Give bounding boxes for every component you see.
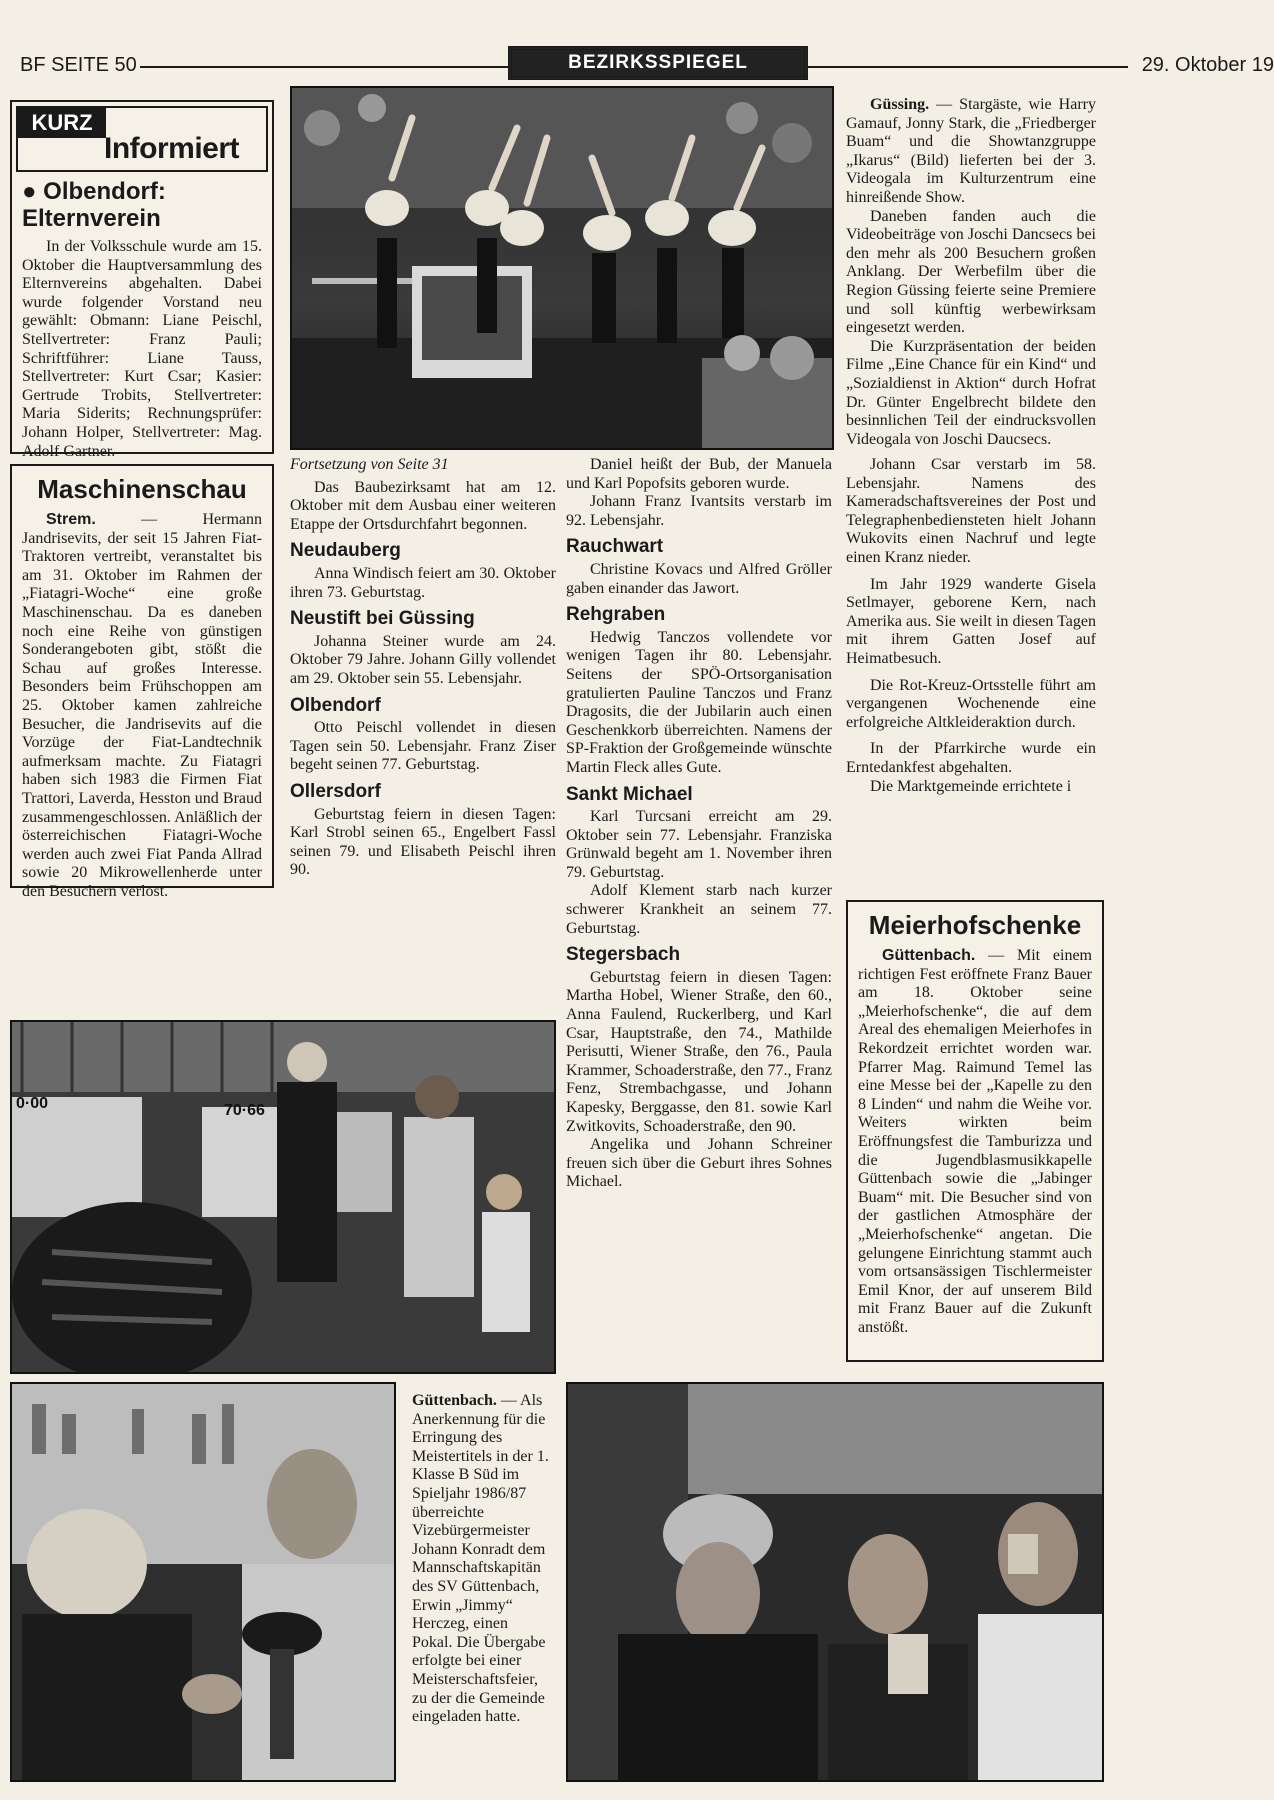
text-stegersbach-1: Geburtstag feiern in diesen Tagen: Martha Hobel, Wiener Straße, den 60., Anna Faulend, Ruckerlberg, und Karl Csar, Hauptstraße, den 74., Mathilde Perisutti, Wiener Straße, den 76., Paula Krammer, Schoaderstraße, den 77., Franz Fenz, Strembachgasse, und Johann Kapesky, Berggasse, den 81. sowie Karl Zwitkovits, Schoaderstraße, den 90. bbox=[566, 968, 832, 1135]
heading-ollersdorf: Ollersdorf bbox=[290, 780, 381, 802]
photo-pokaluebergabe bbox=[10, 1382, 396, 1782]
col3-intro1: Daniel heißt der Bub, der Manuela und Karl Popofsits geboren wurde. bbox=[566, 456, 832, 492]
kurz-body-text: In der Volksschule wurde am 15. Oktober die Hauptversammlung des Elternvereins abgehalten. Dabei wurde folgender Vorstand neu gewählt: Obmann: Liane Peischl, Stellvertreter: Franz Pauli; Schriftführer: Liane Tauss, Stellvertreter: Kurt Csar; Kasier: Gertrude Trobits, Stellvertreter: Maria Siderits; Rechnungsprüfer: Johann Holper, Stellvertreter: Mag. Adolf Gartner. bbox=[22, 238, 262, 460]
photo-dancers-drawing bbox=[292, 88, 832, 448]
guessing-p3: Die Kurzpräsentation der beiden Filme „Eine Chance für ein Kind“ und „Sozialdienst in Aktion“ durch Hofrat Dr. Günter Engelbrecht bildete den besinnlichen Teil der eindrucksvollen Videogala von Joschi Daucsecs. bbox=[846, 337, 1096, 448]
heading-neustift: Neustift bei Güssing bbox=[290, 608, 475, 630]
heading-stegersbach: Stegersbach bbox=[566, 944, 681, 966]
photo-tractors-drawing bbox=[12, 1022, 554, 1372]
text-sankt-michael-1: Karl Turcsani erreicht am 29. Oktober sein 77. Lebensjahr. Franziska Grünwald begeht am 1. November ihren 79. Geburtstag. bbox=[566, 808, 832, 881]
heading-olbendorf: Olbendorf bbox=[290, 694, 381, 716]
maschinenschau-box bbox=[10, 464, 274, 900]
heading-sankt-michael: Sankt Michael bbox=[566, 783, 693, 805]
header-rule-right bbox=[808, 66, 1128, 68]
kurz-headline bbox=[22, 178, 262, 232]
column-orte-3 bbox=[846, 456, 1096, 796]
meierhofschenke-title: Meierhofschenke bbox=[868, 910, 1082, 940]
text-neudauberg: Anna Windisch feiert am 30. Oktober ihren 73. Geburtstag. bbox=[290, 564, 556, 601]
col3-intro2: Johann Franz Ivantsits verstarb im 92. Lebensjahr. bbox=[566, 493, 832, 529]
col4-p5: Die Marktgemeinde errichtete i bbox=[870, 777, 1072, 795]
column-orte-1 bbox=[290, 456, 556, 880]
photo-toast-drawing bbox=[568, 1384, 1102, 1780]
photo-meierhofschenke bbox=[566, 1382, 1104, 1782]
page-number: BF SEITE 50 bbox=[20, 54, 137, 76]
kurz-logo bbox=[16, 106, 268, 172]
text-neustift: Johanna Steiner wurde am 24. Oktober 79 Jahre. Johann Gilly vollendet am 29. Oktober sein 55. Lebensjahr. bbox=[290, 632, 556, 687]
heading-rehgraben: Rehgraben bbox=[566, 604, 666, 626]
tractor-number-label-2: 0·00 bbox=[16, 1095, 49, 1112]
text-olbendorf: Otto Peischl vollendet in diesen Tagen sein 50. Lebensjahr. Franz Ziser begeht seinen 77. Geburtstag. bbox=[290, 719, 556, 774]
kurz-body bbox=[22, 238, 262, 461]
col4-p2: Im Jahr 1929 wanderte Gisela Setlmayer, geborene Kern, nach Amerika aus. Sie weilt in diesen Tagen mit ihrem Gatten Josef auf Heimatbesuch. bbox=[846, 575, 1096, 667]
col4-p1: Johann Csar verstarb im 58. Lebensjahr. Namens des Kameradschaftsvereines der Post und Telegraphenbediensteten hielt Johann Wukovits einen Nachruf und legte einen Kranz nieder. bbox=[846, 456, 1096, 566]
guessing-lead: Güssing. bbox=[870, 96, 930, 113]
kurz-informiert-box bbox=[10, 100, 274, 460]
photo-trophy-drawing bbox=[12, 1384, 394, 1780]
maschinenschau-text: — Hermann Jandrisevits, der seit 15 Jahren Fiat-Traktoren vertreibt, veranstaltet bis am 31. Oktober im Rahmen der „Fiatagri-Woche“ eine große Maschinenschau. Da es daneben noch eine Reihe von günstigen Sonderangeboten gibt, stößt die Schau auf großes Interesse. Besonders beim Frühschoppen am 25. Oktober kamen zahlreiche Besucher, die Jandrisevits auf die Vorzüge der Fiat-Landtechnik aufmerksam machte. Zu Fiatagri haben sich 1983 die Firmen Fiat Trattori, Laverda, Hesston und Braud zusammengeschlossen. Anläßlich der österreichischen Fiatagri-Woche werden auch zwei Fiat Panda Allrad sowie 20 Mikrowellenherde unter den Besuchern verlost. bbox=[22, 511, 262, 900]
maschinenschau-body bbox=[22, 511, 262, 901]
maschinenschau-title: Maschinenschau bbox=[37, 474, 247, 504]
meierhofschenke-text: — Mit einem richtigen Fest eröffnete Franz Bauer am 18. Oktober seine „Meierhofschenke“, die auf dem Areal des ehemaligen Meierhofes in Rekordzeit errichtet worden war. Pfarrer Mag. Raimund Temel las eine Messe bei der „Kapelle zu den 8 Linden“ und nahm die Weihe vor. Weiters wirkten beim Eröffnungsfest die Tamburizza und die Jugendblasmusikkapelle Güttenbach sowie die „Jabinger Buam“ mit. Die Besucher sind von der gastlichen Atmosphäre der „Meierhofschenke“ angetan. Die gelungene Einrichtung stammt auch vom ortsansässigen Tischlermeister Emil Knor, der auf unserem Bild mit Franz Bauer auf die Zukunft anstößt. bbox=[858, 947, 1092, 1336]
meierhofschenke-body bbox=[858, 947, 1092, 1337]
text-rehgraben: Hedwig Tanczos vollendete vor wenigen Tagen ihr 80. Lebensjahr. Seitens der SPÖ-Ortsorganisation gratulierten Pauline Tanczos und Franz Dragosits, die der Jubilarin auch einen Geschenkkorb überreichten. Namens der SP-Fraktion der Großgemeinde wünschte Martin Fleck alles Gute. bbox=[566, 628, 832, 776]
pokal-text: — Als Anerkennung für die Erringung des Meistertitels in der 1. Klasse B Süd im Spieljahr 1986/87 überreichte Vizebürgermeister Johann Konradt dem Mannschaftskapitän des SV Güttenbach, Erwin „Jimmy“ Herczeg, einen Pokal. Die Übergabe erfolgte bei einer Meisterschaftsfeier, zu der die Gemeinde eingeladen hatte. bbox=[412, 1392, 549, 1726]
header-rule-left bbox=[140, 66, 508, 68]
kurz-title: Informiert bbox=[104, 132, 240, 165]
pokal-lead: Güttenbach. bbox=[412, 1392, 497, 1409]
photo-showtanzgruppe bbox=[290, 86, 834, 450]
kurz-headline-line1: ● Olbendorf: bbox=[22, 178, 166, 205]
fortsetzung-note: Fortsetzung von Seite 31 bbox=[290, 456, 449, 473]
tractor-number-label: 70·66 bbox=[224, 1102, 265, 1119]
meierhofschenke-lead: Güttenbach. bbox=[882, 947, 976, 964]
text-stegersbach-2: Angelika und Johann Schreiner freuen sich über die Geburt ihres Sohnes Michael. bbox=[566, 1136, 832, 1191]
col4-p4: In der Pfarrkirche wurde ein Erntedankfest abgehalten. bbox=[846, 740, 1096, 776]
heading-rauchwart: Rauchwart bbox=[566, 536, 664, 558]
section-title: BEZIRKSSPIEGEL bbox=[508, 46, 808, 80]
column-orte-2 bbox=[566, 456, 832, 1192]
issue-date: 29. Oktober 19 bbox=[1141, 54, 1274, 76]
maschinenschau-lead: Strem. bbox=[46, 511, 96, 528]
pokal-caption bbox=[412, 1392, 552, 1727]
text-rauchwart: Christine Kovacs und Alfred Gröller gaben einander das Jawort. bbox=[566, 560, 832, 597]
text-sankt-michael-2: Adolf Klement starb nach kurzer schwerer Krankheit an seinem 77. Geburtstag. bbox=[566, 882, 832, 937]
guessing-p1: — Stargäste, wie Harry Gamauf, Jonny Stark, die „Friedberger Buam“ und die Showtanzgruppe „Ikarus“ (Bild) lieferten bei der 3. Videogala im Kulturzentrum eine hinreißende Show. bbox=[846, 96, 1096, 206]
guessing-article bbox=[846, 96, 1096, 449]
col4-p3: Die Rot-Kreuz-Ortsstelle führt am vergangenen Wochenende eine erfolgreiche Altkleideraktion durch. bbox=[846, 676, 1096, 731]
page-header bbox=[20, 46, 1274, 86]
kurz-headline-line2: Elternverein bbox=[22, 205, 161, 232]
text-ollersdorf: Geburtstag feiern in diesen Tagen: Karl Strobl seinen 65., Engelbert Fassl seinen 79. und Elisabeth Peischl ihren 90. bbox=[290, 805, 556, 879]
guessing-p2: Daneben fanden auch die Videobeiträge von Joschi Dancsecs bei den mehr als 200 Besuchern großen Anklang. Der Werbefilm über die Region Güssing feierte seine Premiere und soll künftig werbewirksam eingesetzt werden. bbox=[846, 207, 1096, 337]
col2-intro: Das Baubezirksamt hat am 12. Oktober mit dem Ausbau einer weiteren Etappe der Ortsdurchfahrt begonnen. bbox=[290, 478, 556, 533]
meierhofschenke-box bbox=[846, 900, 1104, 1362]
photo-maschinenschau bbox=[10, 1020, 556, 1374]
kurz-badge: KURZ bbox=[18, 108, 106, 138]
heading-neudauberg: Neudauberg bbox=[290, 540, 401, 562]
